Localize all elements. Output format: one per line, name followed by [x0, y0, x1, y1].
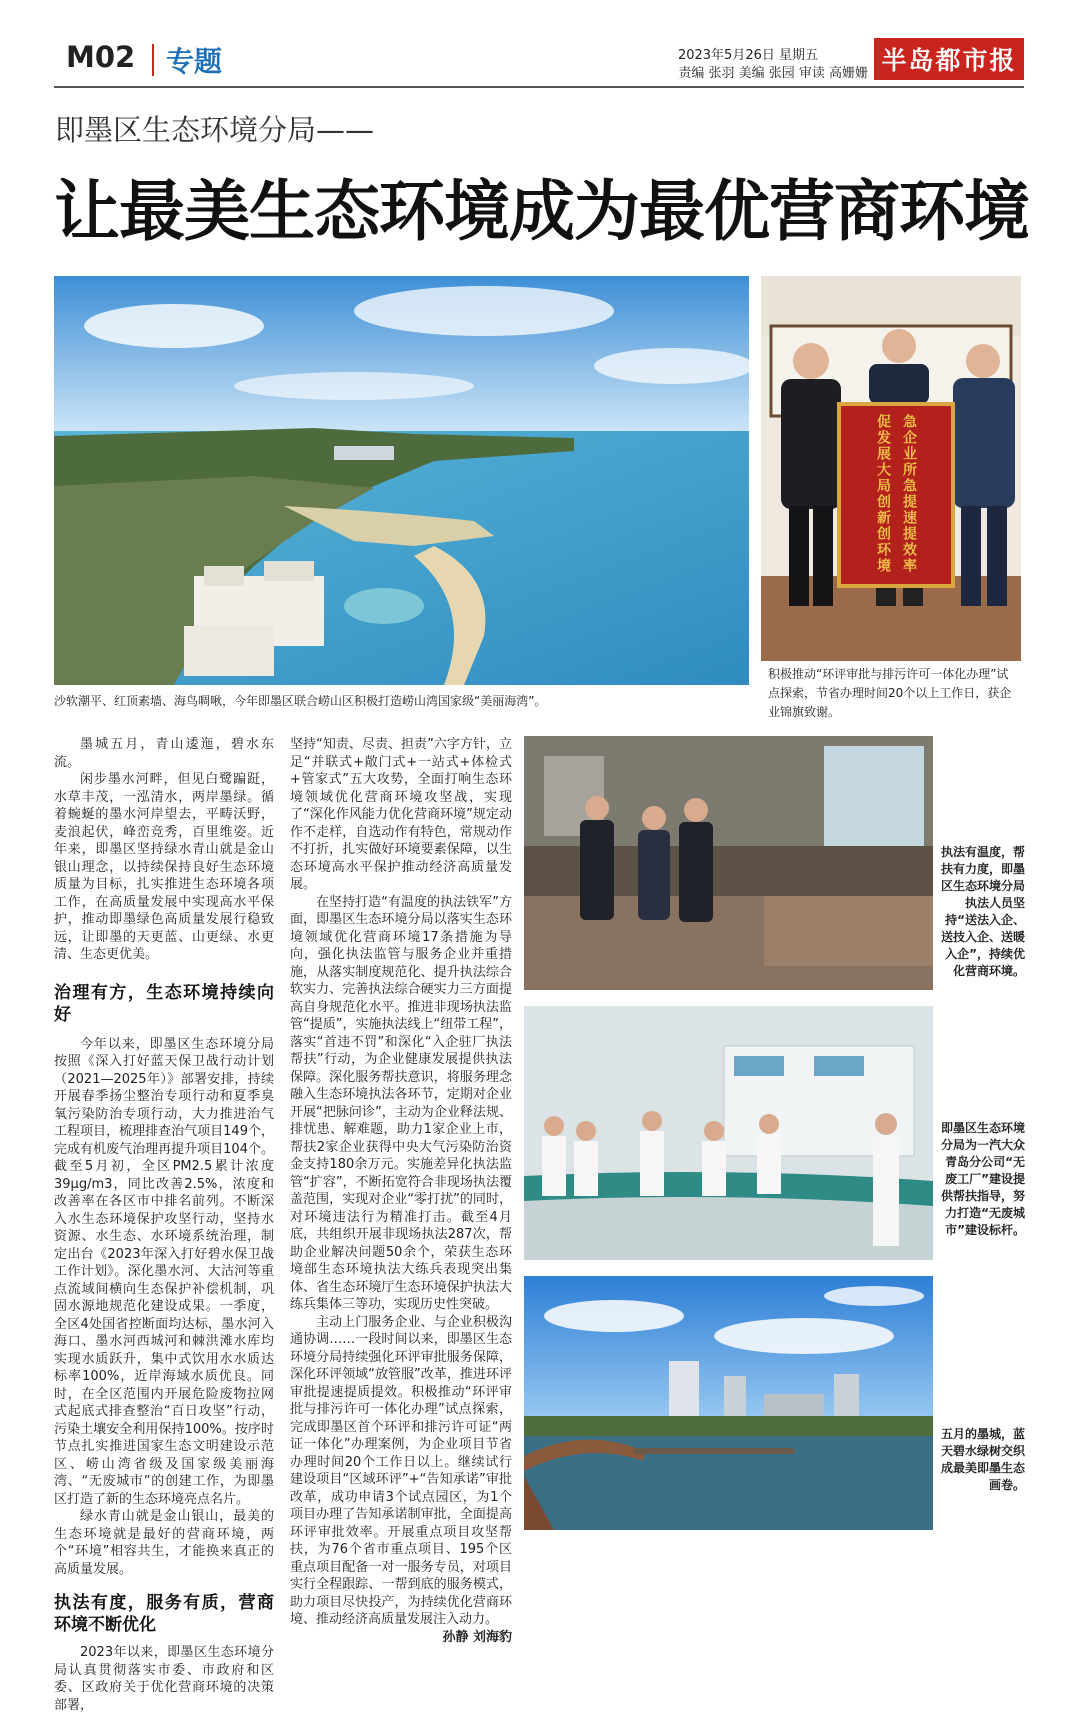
col1-paragraph-1: 墨城五月，青山逶迤，碧水东流。 — [54, 737, 274, 770]
aerial-coast-photo — [54, 276, 749, 685]
newspaper-masthead: 半岛都市报 — [874, 38, 1024, 80]
article-column-1 — [54, 736, 274, 1713]
section-label: 专题 — [166, 45, 223, 78]
col1-paragraph-5: 2023年以来，即墨区生态环境分局认真贯彻落实市委、市政府和区委、区政府关于优化营商环境的决策部署， — [54, 1645, 274, 1713]
byline: 孙静 刘海豹 — [442, 1629, 512, 1645]
banner-line-1: 急企业所急提速提效率 — [901, 414, 917, 574]
col2-paragraph-3: 主动上门服务企业、与企业积极沟通协调……一段时间以来，即墨区生态环境分局持续强化环评审批服务保障，深化环评领域“放管服”改革，推进环评审批提速提质提效。积极推动“环评审批与排污许可一体化办理”试点探索，完成即墨区首个环评和排污许可证“两证一体化”办理案例，为企业项目节省办理时间20个工作日以上。继续试行建设项目“区域环评”+“告知承诺”审批改革，成功申请3个试点园区，为1个项目办理了告知承诺制审批，全面提高环评审批效率。开展重点项目攻坚帮扶，为76个省市重点项目、195个区重点项目配备一对一服务专员，对项目实行全程跟踪、一帮到底的服务模式，助力项目尽快投产，为持续优化营商环境、推动经济高质量发展注入动力。 — [290, 1314, 512, 1627]
subhead-governance: 治理有方，生态环境持续向好 — [54, 982, 274, 1025]
header-divider — [152, 44, 154, 76]
city-photo-caption: 五月的墨城，蓝天碧水绿树交织成最美即墨生态画卷。 — [940, 1427, 1025, 1492]
main-photo-caption: 沙软潮平、红顶素墙、海鸟啁啾，今年即墨区联合崂山区积极打造崂山湾国家级“美丽海湾”。 — [54, 694, 547, 708]
col1-paragraph-3: 今年以来，即墨区生态环境分局按照《深入打好蓝天保卫战行动计划（2021—2025年）》部署安排，持续开展春季扬尘整治专项行动和夏季臭氧污染防治专项行动，大力推进治气工程项目，梳理排查治气项目149个，完成有机废气治理再提升项目104个。截至5月初，全区PM2.5累计浓度39μg/m3，同比改善2.5%，浓度和改善率在各区市中排名前列。不断深入水生态环境保护攻坚行动，坚持水资源、水生态、水环境系统治理，制定出台《2023年深入打好碧水保卫战工作计划》。深化墨水河、大沽河等重点流域间横向生态保护补偿机制，巩固水源地规范化建设成果。一季度，全区4处国省控断面均达标，墨水河入海口、墨水河西城河和棘洪滩水库均实现水质跃升，集中式饮用水水质达标率100%，近岸海域水质优良。同时，在全区范围内开展危险废物拉网式起底式排查整治“百日攻坚”行动，污染土壤安全利用保持100%。按序时节点扎实推进国家生态文明建设示范区、崂山湾省级及国家级美丽海湾、“无废城市”的创建工作，为即墨区打造了新的生态环境亮点名片。 — [54, 1036, 274, 1507]
col1-paragraph-2: 闲步墨水河畔，但见白鹭蹁跹，水草丰茂，一泓清水，两岸墨绿。循着蜿蜒的墨水河岸望去，平畴沃野，麦浪起伏，峰峦竞秀，百里维姿。近年来，即墨区坚持绿水青山就是金山银山理念，以持续保持良好生态环境质量为目标，扎实推进生态环境各项工作，在高质量发展中实现高水平保护，推动即墨绿色高质量发展行稳致远，让即墨的天更蓝、山更绿、水更清、生态更优美。 — [54, 772, 274, 962]
city-waterfront-photo — [524, 1276, 933, 1530]
col2-paragraph-2: 在坚持打造“有温度的执法铁军”方面，即墨区生态环境分局以落实生态环境领域优化营商环境17条措施为导向，强化执法监管与服务企业并重措施，从落实制度规范化、提升执法综合软实力、完善执法综合硬实力三方面提高自身规范化水平。推进非现场执法监管“提质”，实施执法线上“纽带工程”，落实“首违不罚”和深化“入企驻厂执法帮扶”行动，为企业健康发展提供执法保障。深化服务帮扶意识，将服务理念融入生态环境执法各环节，定期对企业开展“把脉问诊”，主动为企业释法规、排忧患、解难题，助力1家企业上市，帮扶2家企业获得中央大气污染防治资金支持180余万元。实施差异化执法监管“扩容”，不断拓宽符合非现场执法覆盖范围，实现对企业“零打扰”的同时，对环境违法行为精准打击。截至4月底，共组织开展非现场执法287次，帮助企业解决问题50余个，荣获生态环境部生态环境执法大练兵表现突出集体、省生态环境厅生态环境保护执法大练兵集体三等功，实现历史性突破。 — [290, 894, 512, 1312]
factory-photo-caption: 即墨区生态环境分局为一汽大众青岛分公司“无废工厂”建设提供帮扶指导，努力打造“无废城市”建设标杆。 — [940, 1121, 1025, 1237]
col2-paragraph-1: 坚持“知责、尽责、担责”六字方针，立足“并联式+敞门式+一站式+体检式+管家式”五大攻势，全面打响生态环境领域优化营商环境攻坚战，实现了“深化作风能力优化营商环境”规定动作不走样，自选动作有特色，常规动作不打折，扎实做好环境要素保障，以生态环境高水平保护推动经济高质量发展。 — [290, 737, 512, 892]
issue-date: 2023年5月26日 星期五 — [677, 48, 818, 63]
page-number: M02 — [66, 40, 136, 74]
enforcement-visit-photo — [524, 736, 933, 990]
enforcement-photo-caption: 执法有温度，帮扶有力度，即墨区生态环境分局执法人员坚持“送法入企、送技入企、送暖入企”，持续优化营商环境。 — [940, 845, 1025, 978]
banner-photo-caption: 积极推动“环评审批与排污许可一体化办理”试点探索，节省办理时间20个以上工作日，获企业锦旗致谢。 — [768, 667, 1012, 719]
article-kicker: 即墨区生态环境分局—— — [55, 113, 375, 147]
factory-guidance-photo — [524, 1006, 933, 1260]
header-rule — [54, 86, 1024, 88]
silk-banner — [837, 402, 955, 588]
article-column-2 — [290, 736, 512, 1645]
banner-presentation-photo — [761, 276, 1021, 661]
banner-line-2: 促发展大局创新创环境 — [875, 414, 891, 574]
subhead-enforcement: 执法有度，服务有质，营商环境不断优化 — [54, 1593, 274, 1635]
col1-paragraph-4: 绿水青山就是金山银山，最美的生态环境就是最好的营商环境，两个“环境”相容共生，才能换来真正的高质量发展。 — [54, 1509, 274, 1577]
editor-credits: 责编 张羽 美编 张园 审读 高姗姗 — [678, 66, 868, 81]
article-headline: 让最美生态环境成为最优营商环境 — [54, 173, 1029, 250]
